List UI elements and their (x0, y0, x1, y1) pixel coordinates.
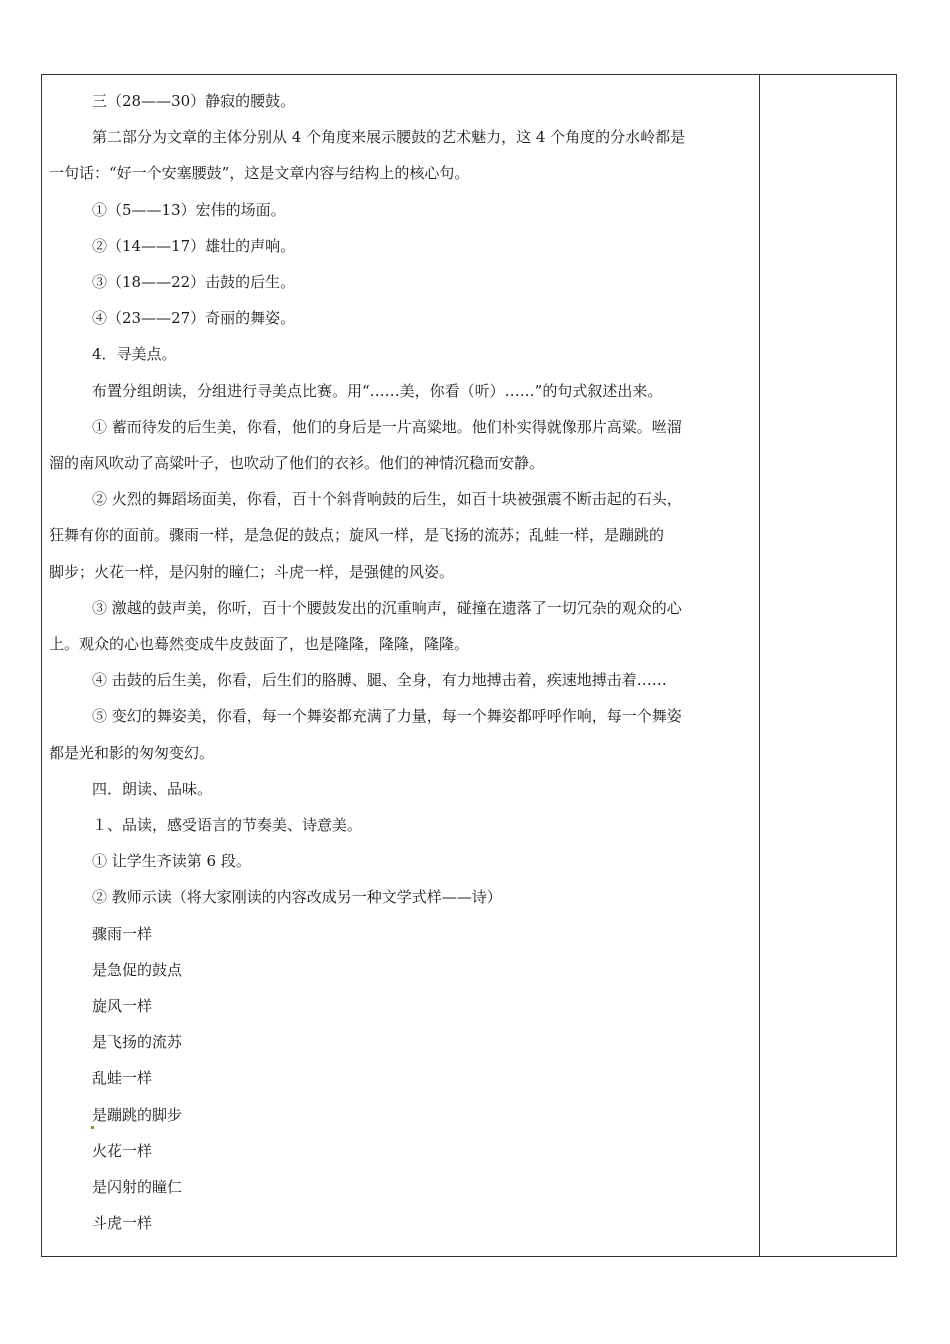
text-line: 4．寻美点。 (92, 345, 177, 364)
text-line: 是急促的鼓点 (92, 960, 183, 979)
text-line: ② 教师示读（将大家刚读的内容改成另一种文学式样——诗） (92, 888, 502, 907)
text-line: 是闪射的瞳仁 (92, 1178, 183, 1197)
text-line: 脚步；火花一样，是闪射的瞳仁；斗虎一样，是强健的风姿。 (49, 562, 455, 581)
text-line: 四．朗读、品味。 (92, 779, 213, 798)
text-line: 火花一样 (92, 1141, 153, 1160)
text-line: ② 火烈的舞蹈场面美，你看，百十个斜背响鼓的后生，如百十块被强震不断击起的石头， (92, 490, 682, 509)
text-line: ⑤ 变幻的舞姿美，你看，每一个舞姿都充满了力量，每一个舞姿都呼呼作响，每一个舞姿 (92, 707, 682, 726)
text-line: 第二部分为文章的主体分别从 4 个角度来展示腰鼓的艺术魅力，这 4 个角度的分水岭都是 (92, 128, 686, 147)
notes-column-divider (759, 75, 760, 1256)
text-line: 旋风一样 (92, 997, 153, 1016)
text-line: 是飞扬的流苏 (92, 1033, 183, 1052)
text-line: ②（14——17）雄壮的声响。 (92, 236, 296, 255)
text-line: 上。观众的心也蓦然变成牛皮鼓面了，也是隆隆，隆隆，隆隆。 (49, 635, 470, 654)
text-line: ① 蓄而待发的后生美，你看，他们的身后是一片高粱地。他们朴实得就像那片高粱。咝溜 (92, 417, 682, 436)
stray-mark (91, 1126, 94, 1129)
text-line: ④ 击鼓的后生美，你看，后生们的胳膊、腿、全身，有力地搏击着，疾速地搏击着…… (92, 671, 667, 690)
text-line: 斗虎一样 (92, 1214, 153, 1233)
text-line: １、品读，感受语言的节奏美、诗意美。 (92, 816, 363, 835)
text-line: ①（5——13）宏伟的场面。 (92, 200, 286, 219)
text-line: 是蹦跳的脚步 (92, 1105, 183, 1124)
text-line: 一句话：“好一个安塞腰鼓”，这是文章内容与结构上的核心句。 (49, 164, 470, 183)
text-line: 三（28——30）静寂的腰鼓。 (92, 92, 296, 110)
text-line: 都是光和影的匆匆变幻。 (49, 743, 215, 762)
lesson-table (41, 74, 897, 1257)
text-line: ③（18——22）击鼓的后生。 (92, 273, 296, 292)
text-line: 狂舞有你的面前。骤雨一样，是急促的鼓点；旋风一样，是飞扬的流苏；乱蛙一样，是蹦跳的 (49, 526, 665, 545)
lesson-content-cell (49, 83, 749, 1242)
text-line: 溜的南风吹动了高粱叶子，也吹动了他们的衣衫。他们的神情沉稳而安静。 (49, 454, 545, 473)
text-line: 骤雨一样 (92, 924, 153, 943)
text-line: ① 让学生齐读第 6 段。 (92, 852, 251, 871)
text-line: ④（23——27）奇丽的舞姿。 (92, 309, 296, 328)
text-line: 乱蛙一样 (92, 1069, 153, 1088)
text-line: 布置分组朗读，分组进行寻美点比赛。用“……美，你看（听）……”的句式叙述出来。 (92, 381, 663, 400)
text-line: ③ 激越的鼓声美，你听，百十个腰鼓发出的沉重响声，碰撞在遗落了一切冗杂的观众的心 (92, 598, 682, 617)
